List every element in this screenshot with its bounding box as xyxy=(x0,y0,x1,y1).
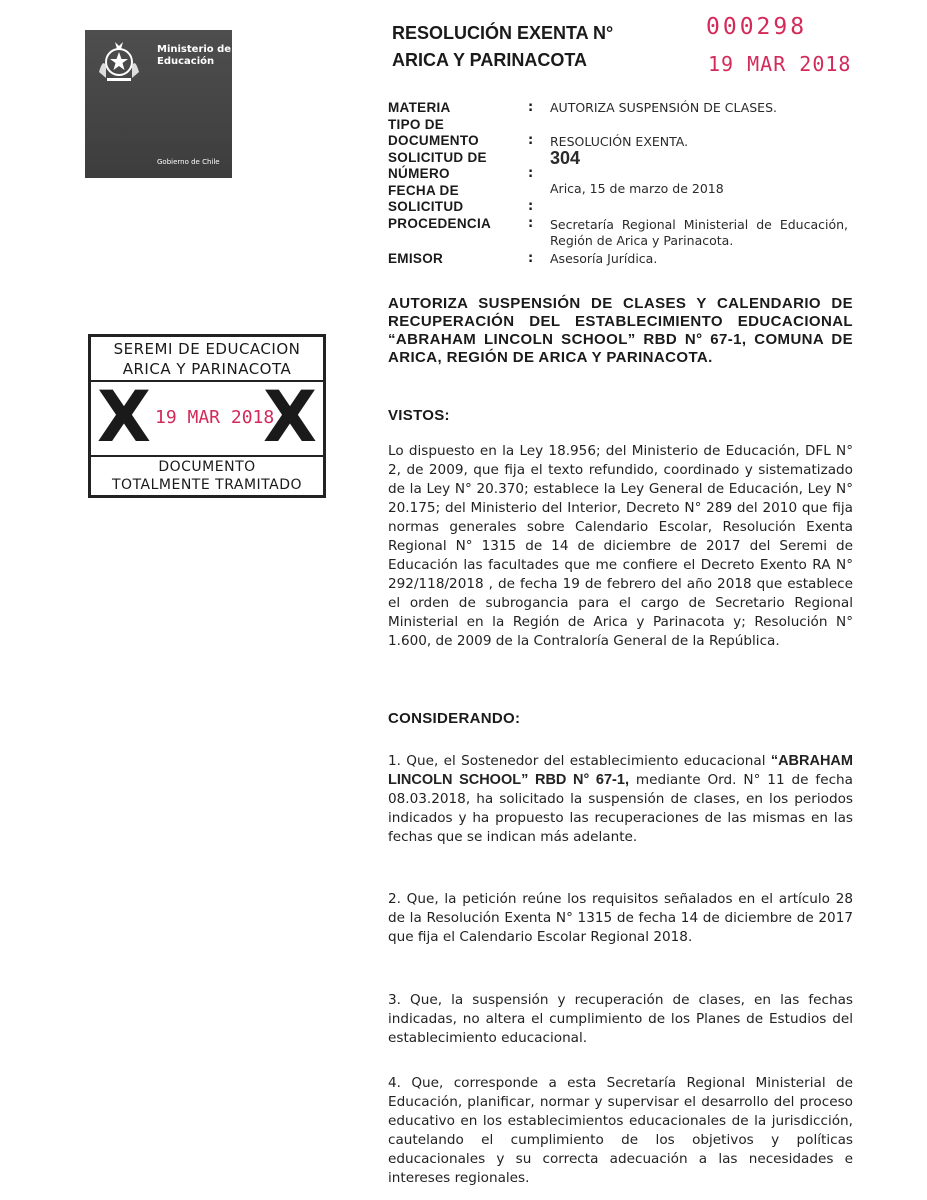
considerando-item-4: 4. Que, corresponde a esta Secretaría Regional Ministerial de Educación, planificar, normar y supervisar el desarrollo del proceso educativo en los establecimientos educacionales de la jurisdicción, cautelando el cumplimiento de los objetivos y políticas educacionales y su correcta adecuación a las necesidades e intereses regionales. xyxy=(388,1075,853,1186)
considerando-heading: CONSIDERANDO: xyxy=(388,710,521,727)
meta-colon: : xyxy=(528,198,534,214)
stamp-line1: SEREMI DE EDUCACION xyxy=(113,340,301,358)
logo-ministry-line2: Educación xyxy=(157,56,215,67)
meta-value: Secretaría Regional Ministerial de Educación, Región de Arica y Parinacota. xyxy=(550,216,848,248)
meta-row-procedencia xyxy=(388,216,848,249)
meta-value: AUTORIZA SUSPENSIÓN DE CLASES. xyxy=(550,100,777,115)
meta-label: DOCUMENTO xyxy=(388,133,479,148)
meta-row-tipo xyxy=(388,117,848,150)
chile-coat-of-arms-icon xyxy=(93,38,145,88)
ministry-logo xyxy=(85,30,232,178)
vistos-paragraph: Lo dispuesto en la Ley 18.956; del Ministerio de Educación, DFL N° 2, de 2009, que fija el texto refundido, coordinado y sistematizado de la Ley N° 20.370; establece la Ley General de Educación, Ley N° 20.175; del Ministerio del Interior, Decreto N° 289 del 2010 que fija normas generales sobre Calendario Escolar, Resolución Exenta Regional N° 1315 de 14 de diciembre de 2017 del Seremi de Educación las facultades que me confiere el Decreto Exento RA N° 292/118/2018 , de fecha 19 de febrero del año 2018 que establece el orden de subrogancia para el cargo de Secretario Regional Ministerial en la Región de Arica y Parinacota y; Resolución N° 1.600, de 2009 de la Contraloría General de la República. xyxy=(388,443,853,649)
meta-colon: : xyxy=(528,250,534,266)
resolution-date-stamp: 19 MAR 2018 xyxy=(708,52,852,76)
resolution-number-stamp: 000298 xyxy=(706,14,808,40)
resolution-title: AUTORIZA SUSPENSIÓN DE CLASES Y CALENDARIO DE RECUPERACIÓN DEL ESTABLECIMIENTO EDUCACIONAL “ABRAHAM LINCOLN SCHOOL” RBD N° 67-1, COMUNA DE ARICA, REGIÓN DE ARICA Y PARINACOTA. xyxy=(388,295,853,366)
meta-label: MATERIA xyxy=(388,100,451,115)
c1-text-b: mediante Ord. N° 11 de fecha 08.03.2018, ha solicitado la suspensión de clases, en los periodos indicados y ha propuesto las recuperaciones de las mismas en las fechas que se indican más adelante. xyxy=(388,772,853,845)
meta-colon: : xyxy=(528,132,534,148)
meta-label: SOLICITUD DE xyxy=(388,149,487,165)
logo-government: Gobierno de Chile xyxy=(157,158,220,166)
seremi-processed-stamp xyxy=(88,334,326,498)
meta-label: TIPO DE xyxy=(388,116,445,132)
meta-colon: : xyxy=(528,165,534,181)
meta-label: FECHA DE xyxy=(388,182,459,198)
stamp-line3: DOCUMENTO xyxy=(158,459,256,475)
stamp-divider xyxy=(91,455,323,457)
vistos-heading: VISTOS: xyxy=(388,407,450,424)
metadata-table xyxy=(388,100,848,267)
considerando-item-3: 3. Que, la suspensión y recuperación de clases, en las fechas indicadas, no altera el cumplimiento de los Planes de Estudios del establecimiento educacional. xyxy=(388,992,853,1046)
meta-label: PROCEDENCIA xyxy=(388,215,492,231)
stamp-x-right: X xyxy=(263,376,317,458)
meta-colon: : xyxy=(528,100,534,115)
meta-value: Asesoría Jurídica. xyxy=(550,250,658,266)
c1-text-a: 1. Que, el Sostenedor del establecimiento educacional xyxy=(388,753,771,769)
meta-label: SOLICITUD xyxy=(388,199,464,214)
meta-value: Arica, 15 de marzo de 2018 xyxy=(550,180,724,196)
meta-row-solicitud xyxy=(388,147,848,183)
header-line2: ARICA Y PARINACOTA xyxy=(392,50,588,70)
meta-row-fecha xyxy=(388,180,848,216)
stamp-date: 19 MAR 2018 xyxy=(155,407,275,428)
c1-school-name: “ABRAHAM LINCOLN SCHOOL” RBD N° 67-1, xyxy=(388,753,853,788)
meta-value-solicitud: 304 xyxy=(550,147,581,168)
stamp-x-left: X xyxy=(97,376,151,458)
meta-value: RESOLUCIÓN EXENTA. xyxy=(550,133,689,149)
considerando-item-1 xyxy=(388,752,853,847)
meta-row-emisor xyxy=(388,251,848,268)
stamp-line2: ARICA Y PARINACOTA xyxy=(122,360,292,378)
meta-label: EMISOR xyxy=(388,250,444,266)
meta-row-materia xyxy=(388,100,848,117)
logo-ministry-line1: Ministerio de xyxy=(157,44,232,55)
stamp-line4: TOTALMENTE TRAMITADO xyxy=(112,477,302,493)
meta-colon: : xyxy=(528,215,534,231)
considerando-item-2: 2. Que, la petición reúne los requisitos señalados en el artículo 28 de la Resolución Exenta N° 1315 de fecha 14 de diciembre de 2017 que fija el Calendario Escolar Regional 2018. xyxy=(388,891,853,945)
document-header xyxy=(392,20,613,74)
header-line1: RESOLUCIÓN EXENTA N° xyxy=(392,23,614,43)
meta-label: NÚMERO xyxy=(388,166,450,181)
